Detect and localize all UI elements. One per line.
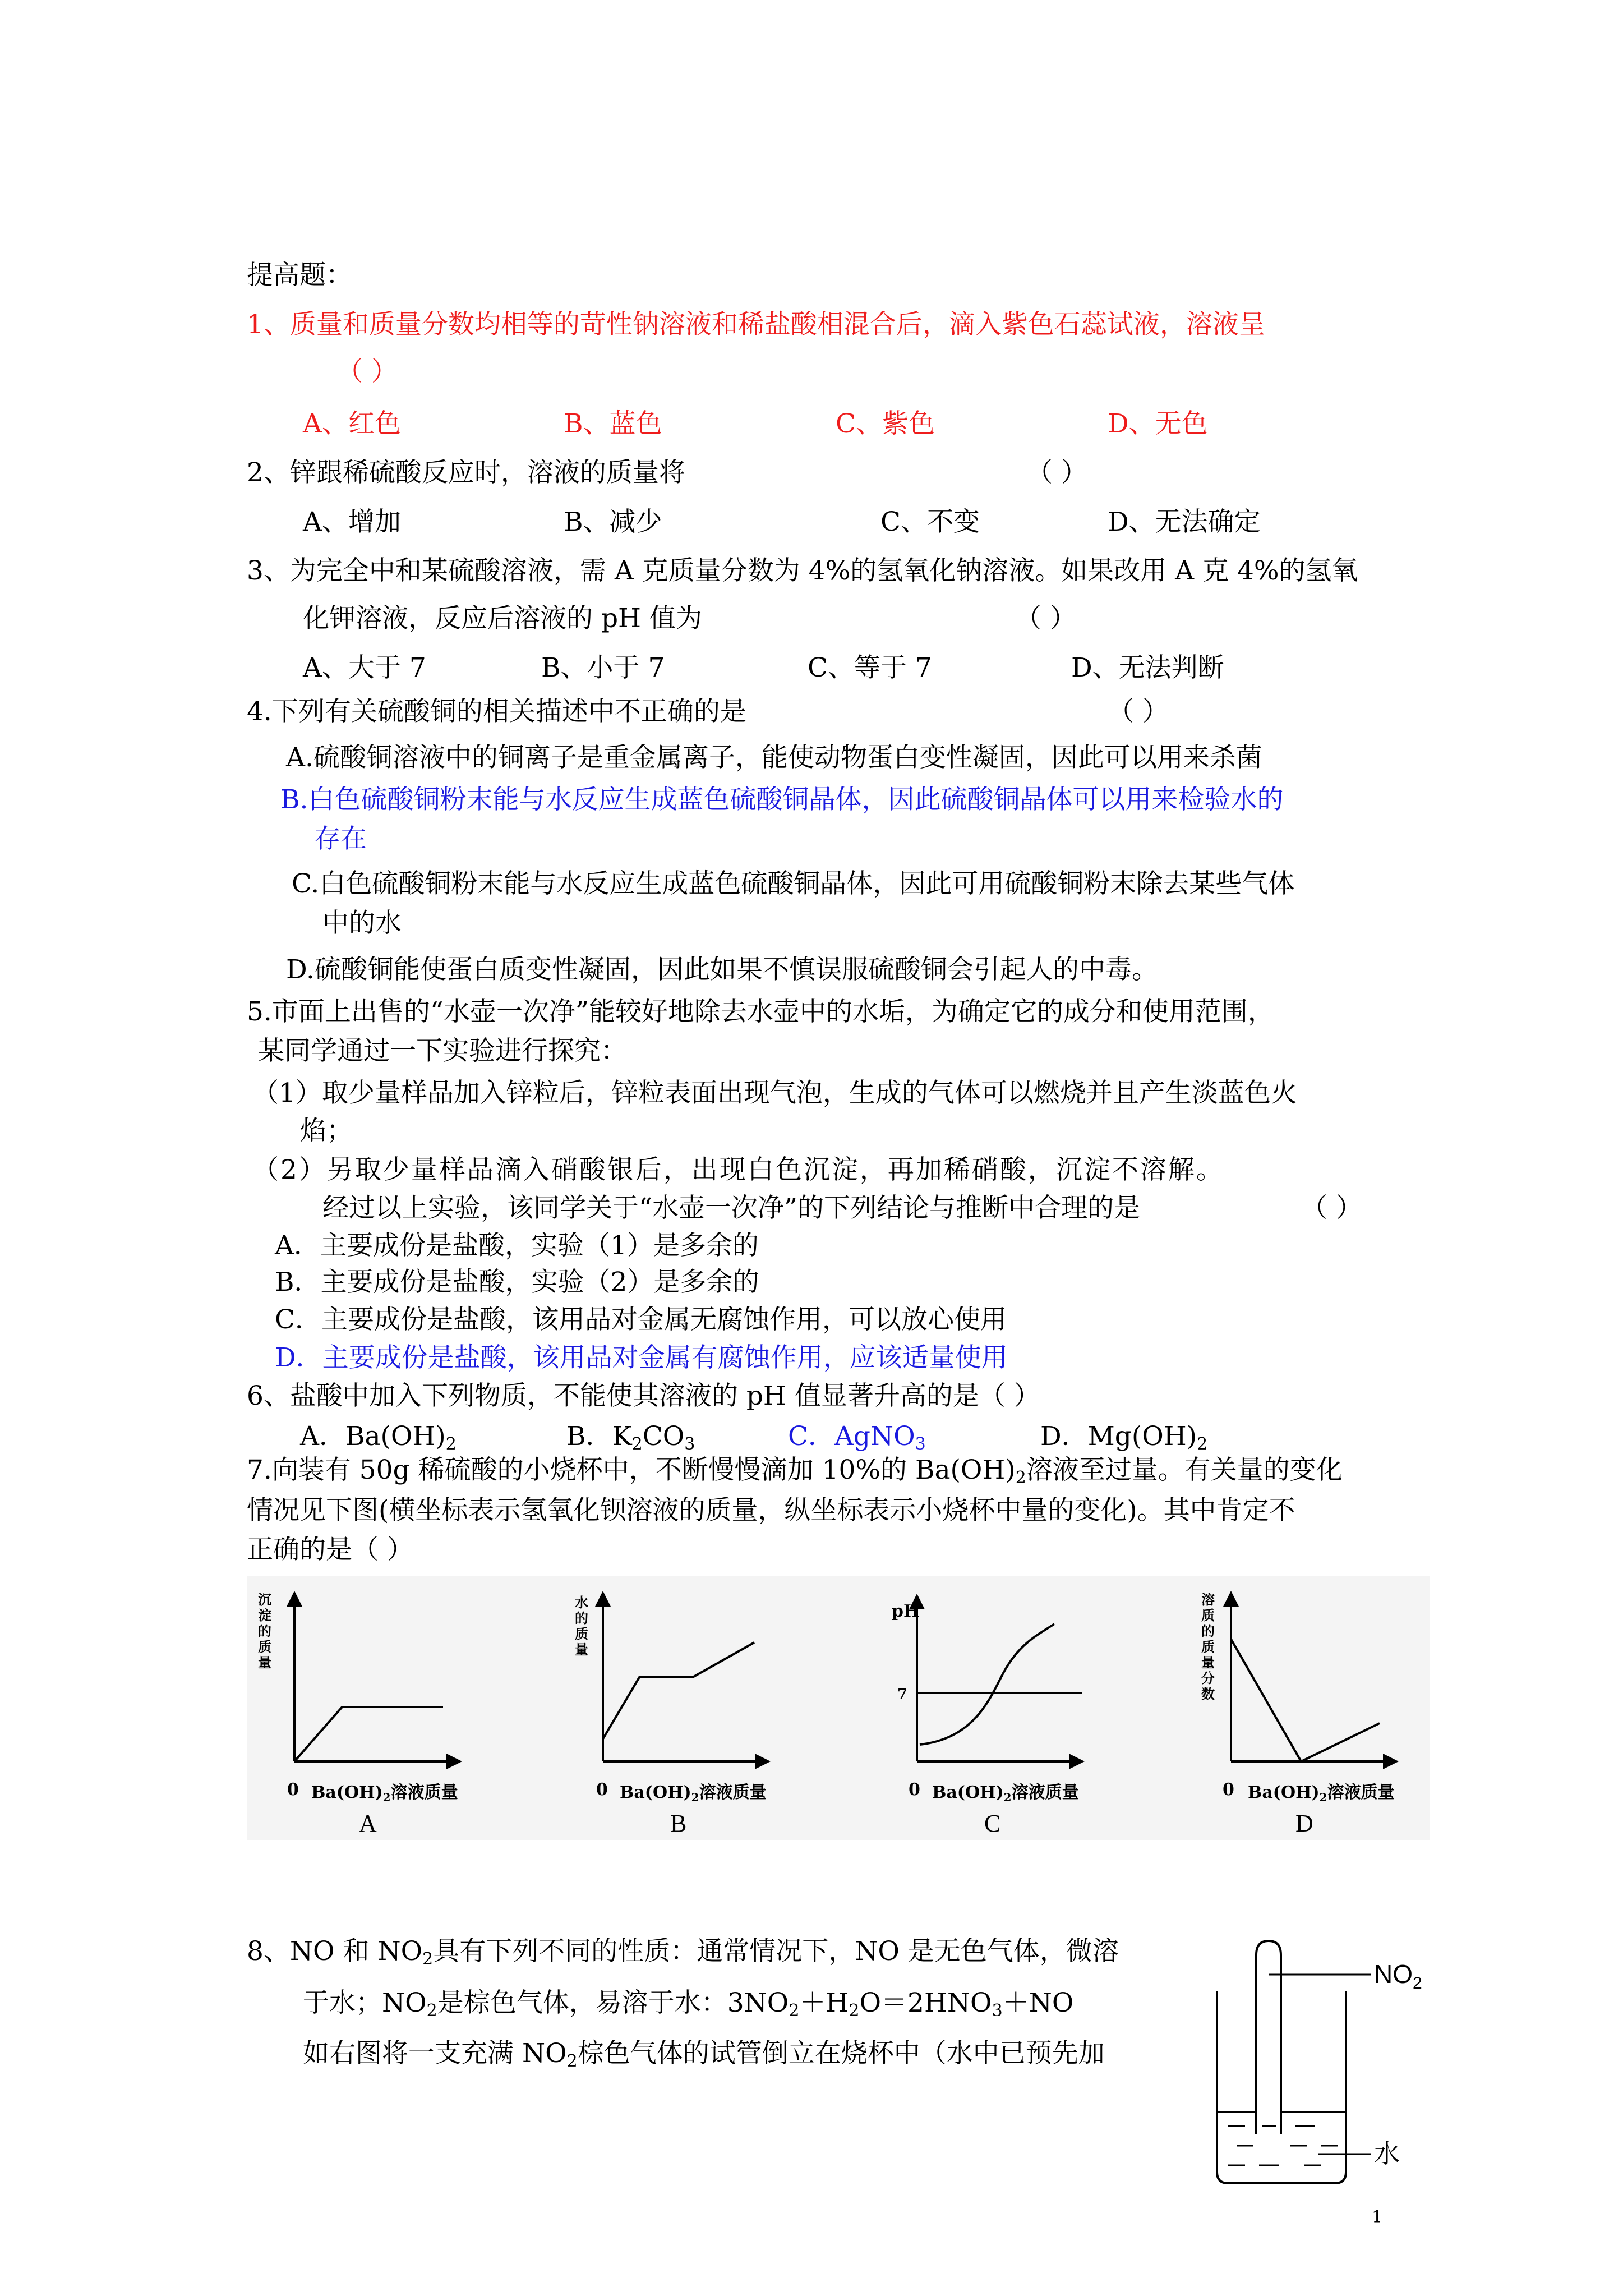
question-2-option-b: B、减少	[564, 507, 662, 537]
graph-b-curve	[603, 1642, 754, 1739]
question-4-option-d: D.硫酸铜能使蛋白质变性凝固，因此如果不慎误服硫酸铜会引起人的中毒。	[286, 954, 1158, 985]
question-2-option-c: C、不变	[880, 507, 980, 537]
question-6-option-d: D．$Mg(OH)_2$	[1040, 1421, 1208, 1454]
water-dashes	[1228, 2126, 1338, 2165]
question-5-step-1: （1）取少量样品加入锌粒后，锌粒表面出现气泡，生成的气体可以燃烧并且产生淡蓝色火	[252, 1078, 1297, 1108]
question-6-option-b: B．$K_2CO_3$	[566, 1421, 695, 1454]
section-title: 提高题：	[247, 260, 352, 291]
question-1-option-a: A、红色	[303, 408, 401, 439]
question-2-blank: （ ）	[1026, 457, 1087, 488]
question-2-option-d: D、无法确定	[1108, 507, 1261, 537]
question-1-option-c: C、紫色	[836, 408, 935, 439]
graph-b-origin: 0	[596, 1780, 608, 1800]
question-7-graphs	[247, 1576, 1430, 1840]
graph-a-ylabel-4: 量	[258, 1654, 271, 1671]
question-5-text-2: 某同学通过一下实验进行探究：	[258, 1036, 627, 1066]
no2-label: $NO_2$	[1374, 1959, 1422, 1993]
graph-d-ylabel-6: 数	[1201, 1686, 1215, 1702]
question-3-option-b: B、小于 7	[541, 652, 665, 683]
graph-d-xlabel: $Ba(OH)_2$溶液质量	[1248, 1783, 1395, 1804]
graph-b-letter: B	[670, 1810, 687, 1837]
graph-a-ylabel-0: 沉	[258, 1591, 271, 1608]
water-label: 水	[1374, 2139, 1400, 2168]
question-3-text-2: 化钾溶液，反应后溶液的 pH 值为	[303, 603, 702, 634]
question-3-text: 3、为完全中和某硫酸溶液，需 A 克质量分数为 4%的氢氧化钠溶液。如果改用 A 克 4%的氢氧	[247, 555, 1358, 586]
question-1-option-b: B、蓝色	[564, 408, 662, 439]
question-4-blank: （ ）	[1108, 696, 1169, 727]
question-7-text: 7.向装有 50g 稀硫酸的小烧杯中，不断慢慢滴加 10%的 $Ba(OH)_2$溶液至过量。有关量的变化	[247, 1455, 1343, 1488]
graph-d-ylabel-4: 量	[1201, 1654, 1215, 1671]
question-5-conclusion: 经过以上实验，该同学关于“水壶一次净”的下列结论与推断中合理的是	[322, 1193, 1141, 1223]
question-2-option-a: A、增加	[303, 507, 401, 537]
graph-c-tick-7: 7	[897, 1686, 908, 1703]
question-4-option-b: B.白色硫酸铜粉末能与水反应生成蓝色硫酸铜晶体，因此硫酸铜晶体可以用来检验水的	[280, 784, 1284, 815]
graph-d-curve	[1231, 1639, 1380, 1761]
question-3-option-d: D、无法判断	[1071, 652, 1224, 683]
graph-d-ylabel-0: 溶	[1201, 1591, 1215, 1608]
question-7-text-3: 正确的是（ ）	[247, 1534, 413, 1565]
graph-d-ylabel-5: 分	[1201, 1670, 1215, 1686]
question-8-text: 8、NO 和 $NO_2$具有下列不同的性质：通常情况下，NO 是无色气体，微溶	[247, 1936, 1119, 1969]
graph-b	[575, 1594, 767, 1837]
question-3-option-c: C、等于 7	[808, 652, 932, 683]
graph-a	[258, 1591, 458, 1837]
question-5-blank: （ ）	[1301, 1193, 1362, 1223]
question-4-option-c-cont: 中的水	[322, 908, 402, 938]
graph-a-ylabel-2: 的	[258, 1623, 271, 1639]
question-5-option-a: A．主要成份是盐酸，实验（1）是多余的	[275, 1230, 759, 1261]
question-5-option-d: D．主要成份是盐酸，该用品对金属有腐蚀作用，应该适量使用	[275, 1342, 1008, 1373]
question-1-blank: （ ）	[336, 356, 398, 387]
graph-c-origin: 0	[909, 1780, 920, 1800]
question-8-figure	[1206, 1930, 1486, 2210]
graph-a-ylabel-1: 淀	[258, 1607, 271, 1623]
question-4-option-c: C.白色硫酸铜粉末能与水反应生成蓝色硫酸铜晶体，因此可用硫酸铜粉末除去某些气体	[292, 868, 1295, 899]
graph-a-xlabel: $Ba(OH)_2$溶液质量	[311, 1783, 458, 1804]
graph-b-ylabel-3: 量	[575, 1641, 588, 1658]
question-3-option-a: A、大于 7	[303, 652, 426, 683]
question-1-text: 1、质量和质量分数均相等的苛性钠溶液和稀盐酸相混合后，滴入紫色石蕊试液，溶液呈	[247, 309, 1265, 340]
graph-a-ylabel-3: 质	[258, 1639, 271, 1655]
graph-a-curve	[294, 1707, 443, 1761]
question-6-option-c: C．AgNO$_3$	[788, 1421, 926, 1454]
graph-a-letter: A	[359, 1810, 377, 1837]
graph-c-ylabel: pH	[892, 1602, 920, 1621]
question-1-option-d: D、无色	[1108, 408, 1208, 439]
question-4-option-b-cont: 存在	[314, 823, 367, 854]
question-5-option-c: C．主要成份是盐酸，该用品对金属无腐蚀作用，可以放心使用	[275, 1304, 1007, 1335]
graph-c-xlabel: $Ba(OH)_2$溶液质量	[932, 1783, 1079, 1804]
question-8-text-2: 于水；$NO_2$是棕色气体，易溶于水：$3NO_2+H_2O=2HNO_3+NO$	[303, 1987, 1074, 2021]
graph-d-ylabel-3: 质	[1201, 1639, 1215, 1655]
graph-b-xlabel: $Ba(OH)_2$溶液质量	[620, 1783, 767, 1804]
graph-c	[892, 1602, 1082, 1837]
graph-d-letter: D	[1295, 1810, 1313, 1837]
question-4-text: 4.下列有关硫酸铜的相关描述中不正确的是	[247, 696, 746, 727]
question-7-text-2: 情况见下图(横坐标表示氢氧化钡溶液的质量，纵坐标表示小烧杯中量的变化)。其中肯定不	[247, 1495, 1295, 1526]
test-tube	[1256, 1941, 1281, 2134]
question-6-text: 6、盐酸中加入下列物质，不能使其溶液的 pH 值显著升高的是（ ）	[247, 1381, 1040, 1411]
question-5-text: 5.市面上出售的“水壶一次净”能较好地除去水壶中的水垢，为确定它的成分和使用范围，	[247, 996, 1274, 1027]
question-5-step-1-cont: 焰；	[300, 1115, 353, 1146]
question-2-text: 2、锌跟稀硫酸反应时，溶液的质量将	[247, 457, 685, 488]
graph-a-origin: 0	[287, 1780, 299, 1800]
graph-d-origin: 0	[1223, 1780, 1234, 1800]
question-6-option-a: A．$Ba(OH)_2$	[300, 1421, 457, 1454]
question-5-step-2: （2）另取少量样品滴入硝酸银后，出现白色沉淀，再加稀硝酸，沉淀不溶解。	[252, 1154, 1224, 1185]
graph-d-ylabel-2: 的	[1201, 1623, 1215, 1639]
graph-b-ylabel-0: 水	[575, 1594, 588, 1611]
graph-b-ylabel-1: 的	[575, 1610, 588, 1626]
page-number: 1	[1372, 2207, 1383, 2227]
graph-c-letter: C	[984, 1810, 1001, 1837]
question-8-text-3: 如右图将一支充满 $NO_2$棕色气体的试管倒立在烧杯中（水中已预先加	[303, 2038, 1105, 2071]
question-3-blank: （ ）	[1015, 603, 1076, 634]
graph-b-ylabel-2: 质	[575, 1626, 588, 1642]
graph-d	[1201, 1591, 1395, 1837]
question-4-option-a: A.硫酸铜溶液中的铜离子是重金属离子，能使动物蛋白变性凝固，因此可以用来杀菌	[286, 742, 1262, 773]
graph-d-ylabel-1: 质	[1201, 1607, 1215, 1623]
graph-c-curve	[920, 1624, 1054, 1745]
question-5-option-b: B．主要成份是盐酸，实验（2）是多余的	[275, 1267, 759, 1297]
